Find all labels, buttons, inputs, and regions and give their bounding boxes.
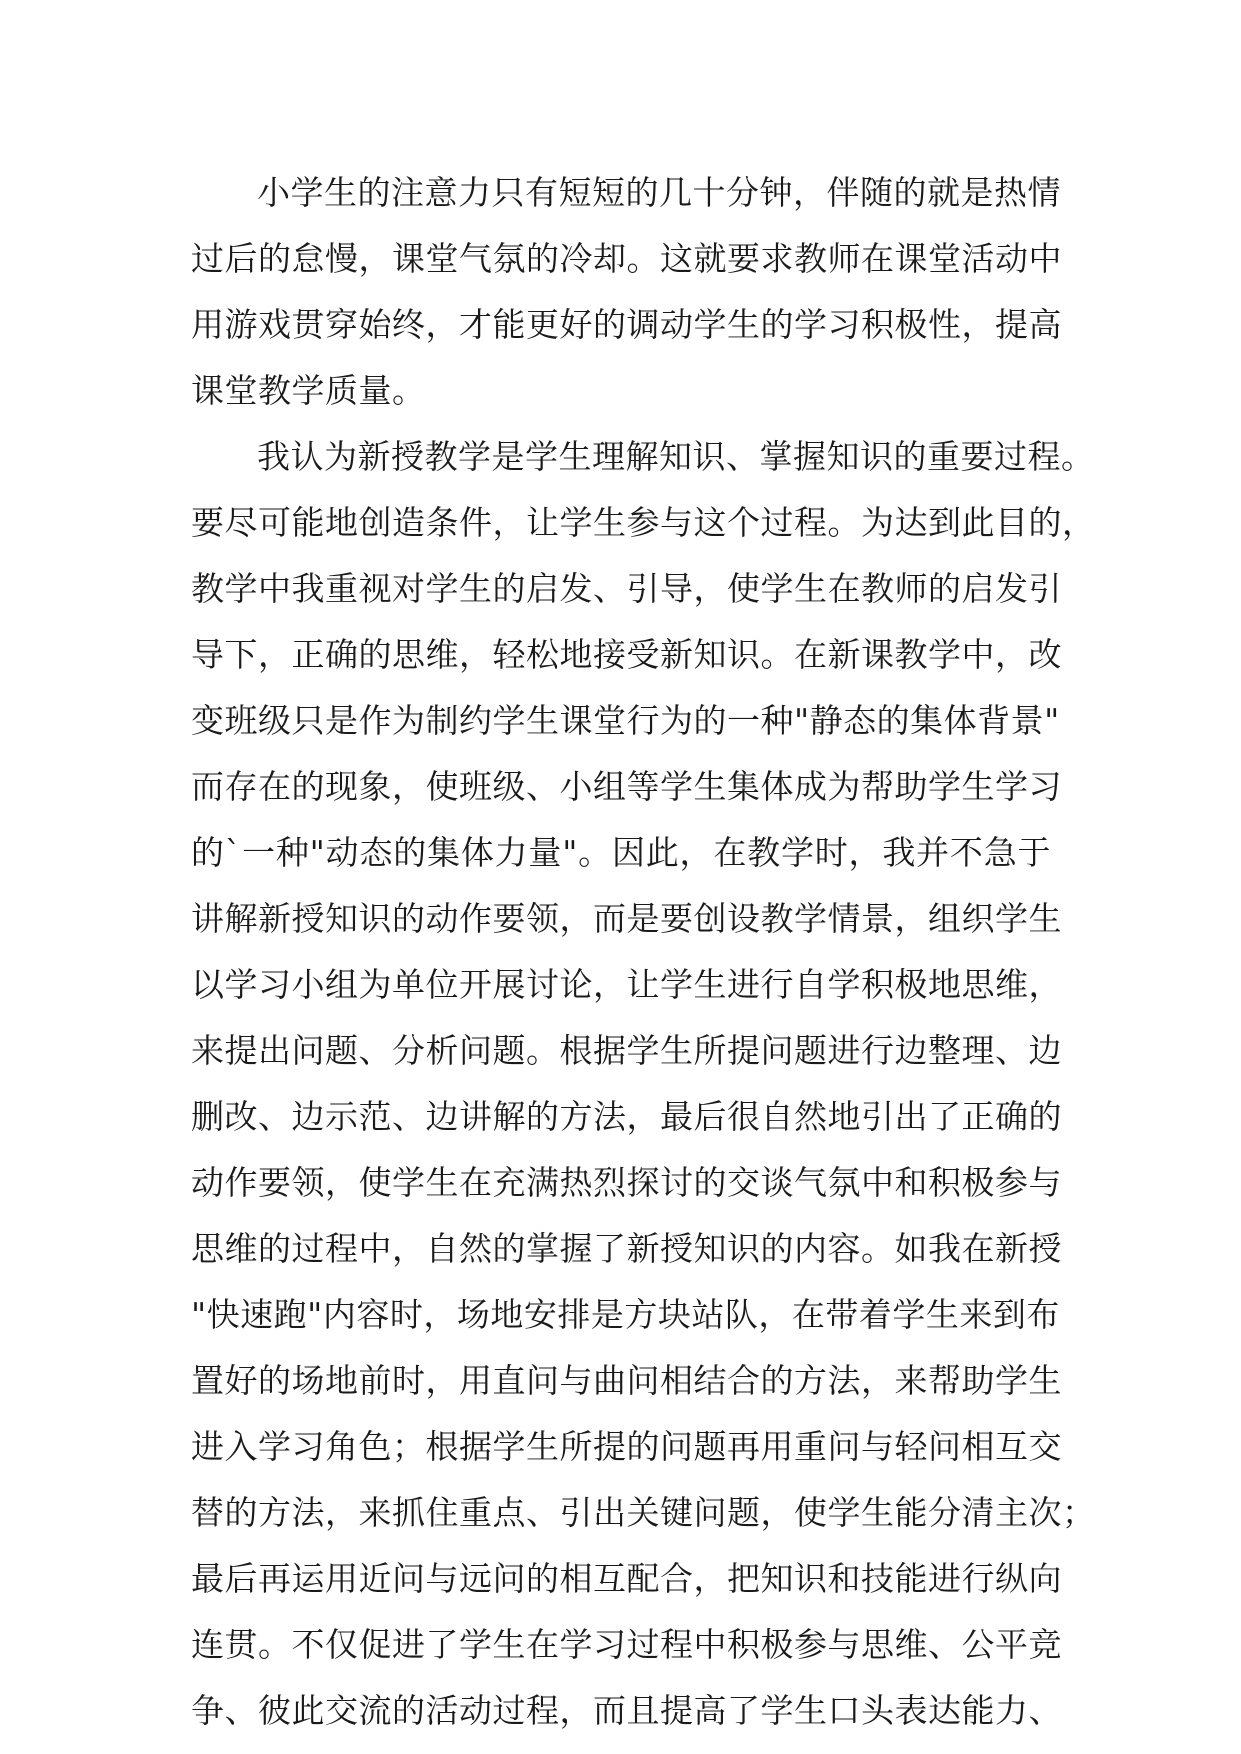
paragraph-2-line-12: 动作要领，使学生在充满热烈探讨的交谈气氛中和积极参与: [191, 1163, 1062, 1202]
paragraph-2-line-14: "快速跑"内容时，场地安排是方块站队，在带着学生来到布: [191, 1295, 1060, 1334]
paragraph-2-line-19: 连贯。不仅促进了学生在学习过程中积极参与思维、公平竞: [191, 1625, 1062, 1664]
paragraph-2-line-20: 争、彼此交流的活动过程，而且提高了学生口头表达能力、: [191, 1691, 1062, 1730]
paragraph-2-line-4: 导下，正确的思维，轻松地接受新知识。在新课教学中，改: [191, 635, 1062, 674]
paragraph-2-line-17: 替的方法，来抓住重点、引出关键问题，使学生能分清主次；: [191, 1493, 1096, 1532]
paragraph-2-line-13: 思维的过程中，自然的掌握了新授知识的内容。如我在新授: [191, 1229, 1062, 1268]
paragraph-2-line-2: 要尽可能地创造条件，让学生参与这个过程。为达到此目的，: [191, 503, 1096, 542]
paragraph-2-line-10: 来提出问题、分析问题。根据学生所提问题进行边整理、边: [191, 1031, 1062, 1070]
paragraph-1-line-2: 过后的怠慢，课堂气氛的冷却。这就要求教师在课堂活动中: [191, 239, 1062, 278]
paragraph-2-line-6: 而存在的现象，使班级、小组等学生集体成为帮助学生学习: [191, 767, 1062, 806]
paragraph-2-line-8: 讲解新授知识的动作要领，而是要创设教学情景，组织学生: [191, 899, 1062, 938]
paragraph-2-line-5: 变班级只是作为制约学生课堂行为的一种"静态的集体背景": [191, 701, 1060, 740]
body-text: [191, 160, 1096, 1744]
paragraph-2-line-16: 进入学习角色；根据学生所提的问题再用重问与轻问相互交: [191, 1427, 1062, 1466]
paragraph-2-line-7: 的`一种"动态的集体力量"。因此，在教学时，我并不急于: [191, 833, 1051, 872]
paragraph-1-line-1: 小学生的注意力只有短短的几十分钟，伴随的就是热情: [257, 173, 1061, 212]
paragraph-2-line-15: 置好的场地前时，用直问与曲问相结合的方法，来帮助学生: [191, 1361, 1062, 1400]
paragraph-2-line-11: 删改、边示范、边讲解的方法，最后很自然地引出了正确的: [191, 1097, 1062, 1136]
paragraph-2-line-3: 教学中我重视对学生的启发、引导，使学生在教师的启发引: [191, 569, 1062, 608]
paragraph-1-line-4: 课堂教学质量。: [191, 371, 426, 410]
paragraph-2-line-9: 以学习小组为单位开展讨论，让学生进行自学积极地思维，: [191, 965, 1062, 1004]
paragraph-2-line-1: 我认为新授教学是学生理解知识、掌握知识的重要过程。: [257, 437, 1095, 476]
paragraph-1-line-3: 用游戏贯穿始终，才能更好的调动学生的学习积极性，提高: [191, 305, 1062, 344]
paragraph-2-line-18: 最后再运用近问与远问的相互配合，把知识和技能进行纵向: [191, 1559, 1062, 1598]
